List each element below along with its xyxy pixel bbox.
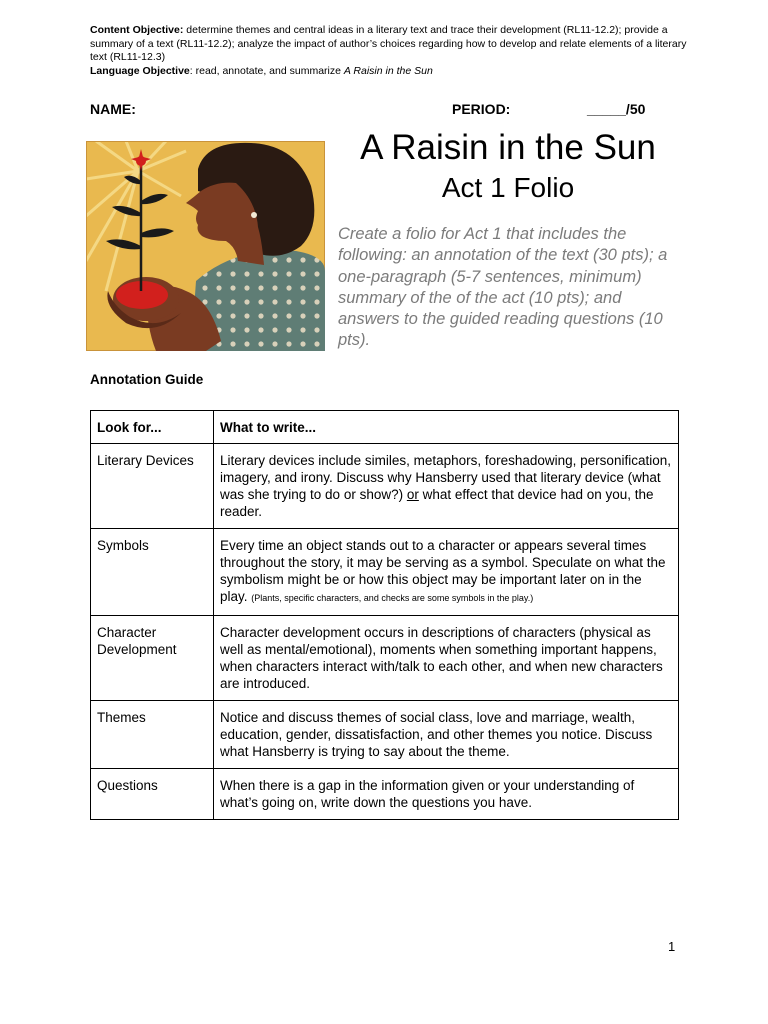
row-text-symbols: [214, 529, 679, 616]
cover-illustration: [86, 141, 325, 351]
row-text-part: Every time an object stands out to a character or appears several times throughout the story, it may be serving as a symbol. Speculate on what the symbolism might be or how this object may be important later on in the play.: [220, 538, 666, 604]
table-row: [91, 701, 679, 769]
underlined-or: or: [406, 487, 419, 502]
document-subtitle: Act 1 Folio: [441, 172, 575, 203]
row-label-themes: Themes: [91, 701, 214, 769]
table-header-row: [91, 411, 679, 444]
row-text-questions: When there is a gap in the information given or your understanding of what’s going on, write down the questions you have.: [214, 769, 679, 820]
row-label-character-development: Character Development: [91, 616, 214, 701]
annotation-guide-table: [90, 410, 679, 820]
document-title: A Raisin in the Sun: [360, 128, 656, 167]
table-row: [91, 444, 679, 529]
annotation-guide-heading: Annotation Guide: [90, 372, 204, 387]
row-label-questions: Questions: [91, 769, 214, 820]
table-row: [91, 769, 679, 820]
row-label-symbols: Symbols: [91, 529, 214, 616]
row-text-themes: Notice and discuss themes of social class, love and marriage, wealth, education, gender, dissatisfaction, and other themes you notice. Discuss what Hansberry is trying to say about the theme.: [214, 701, 679, 769]
score-field: _____/50: [587, 101, 646, 117]
page-number: 1: [668, 939, 676, 954]
name-label: NAME:: [90, 101, 136, 117]
assignment-instructions: Create a folio for Act 1 that includes the following: an annotation of the text (30 pts); a one-paragraph (5-7 sentences, minimum) summary of the of the act (10 pts); and answers to the guided reading questions (10 pts).: [338, 225, 668, 350]
row-text-character-development: Character development occurs in descriptions of characters (physical as well as mental/emotional), moments when something important happens, when characters interact with/talk to each other, and when new characters are introduced.: [214, 616, 679, 701]
language-objective-title: A Raisin in the Sun: [343, 64, 433, 77]
row-label-literary-devices: Literary Devices: [91, 444, 214, 529]
row-text-literary-devices: [214, 444, 679, 529]
table-row: [91, 616, 679, 701]
language-objective-label: Language Objective: [90, 64, 190, 77]
content-objective-text: determine themes and central ideas in a literary text and trace their development (RL11-12.2); provide a summary of a text (RL11-12.2); analyze the impact of author’s choices regarding how to develop and relate elements of a literary text (RL11-12.3): [90, 24, 687, 63]
column-header-what-to-write: What to write...: [214, 411, 679, 444]
objectives-block: [90, 24, 690, 78]
language-objective-text: : read, annotate, and summarize: [189, 64, 344, 77]
content-objective-label: Content Objective:: [90, 24, 184, 36]
row-text-part: Literary devices include similes, metaphors, foreshadowing, personification, imagery, and irony. Discuss why Hansberry used that literary device (what was she trying to do or show?): [220, 453, 671, 502]
column-header-look-for: Look for...: [91, 411, 214, 444]
symbols-note: (Plants, specific characters, and checks are some symbols in the play.): [251, 593, 534, 603]
row-text-part: what effect that device had on you, the reader.: [220, 487, 654, 519]
table-row: [91, 529, 679, 616]
period-label: PERIOD:: [452, 101, 511, 117]
